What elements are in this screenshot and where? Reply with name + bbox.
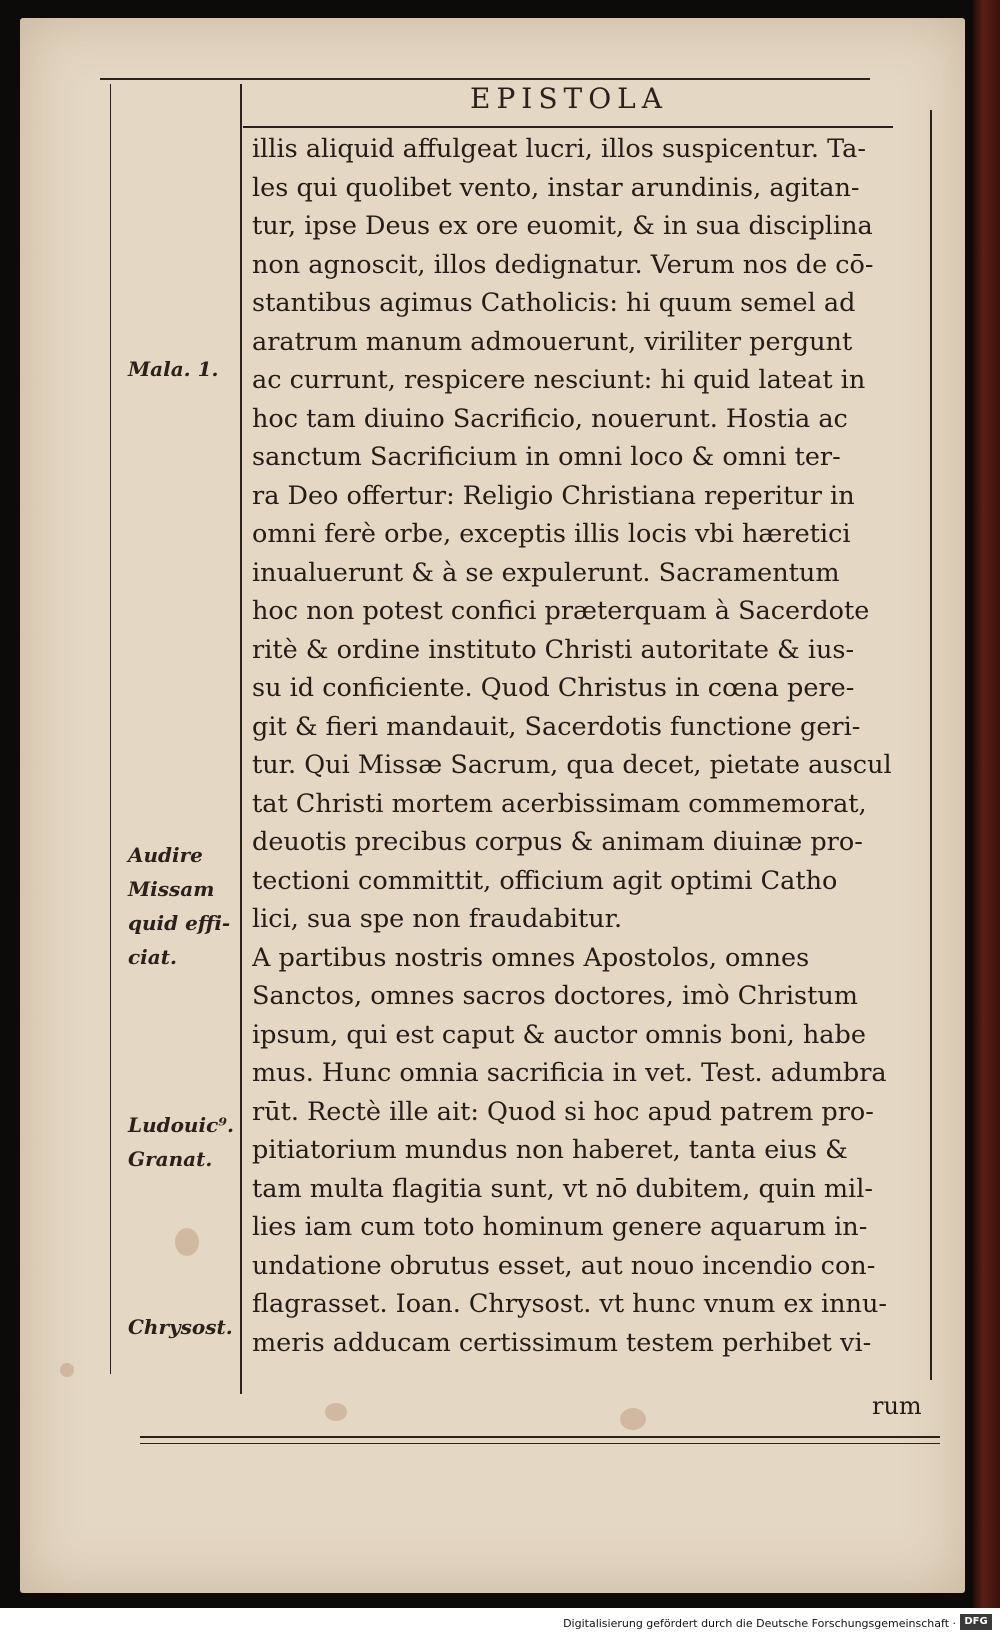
outer-margin-rule	[110, 84, 111, 1374]
margin-note-ludouic: Ludouic⁹. Granat.	[128, 1113, 234, 1171]
running-header: EPISTOLA	[470, 82, 668, 115]
text-line: flagrasset. Ioan. Chrysost. vt hunc vnum ex innu-	[252, 1289, 887, 1319]
text-line: sanctum Sacrificium in omni loco & omni ter-	[252, 442, 841, 472]
text-line: ac currunt, respicere nesciunt: hi quid lateat in	[252, 365, 866, 395]
text-line: tectioni committit, officium agit optimi Catho	[252, 865, 838, 896]
text-line: hoc non potest confici præterquam à Sacerdote	[252, 596, 870, 626]
text-line: ipsum, qui est caput & auctor omnis boni, habe	[252, 1019, 866, 1050]
stain	[325, 1403, 347, 1421]
text-line: hoc tam diuino Sacrificio, nouerunt. Hostia ac	[252, 403, 848, 434]
text-line: les qui quolibet vento, instar arundinis, agitan-	[252, 172, 860, 203]
bottom-rule	[140, 1436, 940, 1438]
text-line: ra Deo offertur: Religio Christiana reperitur in	[252, 480, 855, 511]
margin-note-chrysost: Chrysost.	[128, 1315, 233, 1339]
text-line: su id conficiente. Quod Christus in cœna pere-	[252, 673, 855, 703]
text-line: illis aliquid affulgeat lucri, illos suspicentur. Ta-	[252, 134, 866, 164]
catchword: rum	[872, 1392, 922, 1420]
text-line: tat Christi mortem acerbissimam commemorat,	[252, 788, 867, 819]
dfg-logo: DFG	[960, 1614, 992, 1630]
footer-credit: Digitalisierung gefördert durch die Deutsche Forschungsgemeinschaft ·	[563, 1617, 956, 1630]
text-line: non agnoscit, illos dedignatur. Verum nos de cō-	[252, 249, 874, 280]
text-line: tur. Qui Missæ Sacrum, qua decet, pietate auscul	[252, 750, 892, 780]
text-line: deuotis precibus corpus & animam diuinæ pro-	[252, 827, 863, 857]
text-line: tur, ipse Deus ex ore euomit, & in sua disciplina	[252, 211, 873, 241]
text-line: lici, sua spe non fraudabitur.	[252, 904, 623, 934]
margin-note-audire: Audire Missam quid effi- ciat.	[128, 843, 231, 969]
text-line: inualuerunt & à se expulerunt. Sacramentum	[252, 557, 840, 588]
inner-margin-rule	[240, 84, 242, 1394]
text-line: pitiatorium mundus non haberet, tanta eius &	[252, 1135, 848, 1165]
text-line: meris adducam certissimum testem perhibet vi-	[252, 1327, 872, 1358]
body-text	[252, 130, 937, 1362]
text-line: tam multa flagitia sunt, vt nō dubitem, quin mil-	[252, 1173, 873, 1204]
bottom-rule-2	[140, 1443, 940, 1444]
text-line: stantibus agimus Catholicis: hi quum semel ad	[252, 288, 856, 318]
text-line: lies iam cum toto hominum genere aquarum in-	[252, 1212, 868, 1242]
text-line: omni ferè orbe, exceptis illis locis vbi hæretici	[252, 519, 851, 549]
top-rule	[100, 78, 870, 80]
text-line: Sanctos, omnes sacros doctores, imò Christum	[252, 981, 858, 1011]
text-line: ritè & ordine instituto Christi autoritate & ius-	[252, 634, 855, 665]
stain	[620, 1408, 646, 1430]
header-rule	[243, 126, 893, 128]
text-line: rūt. Rectè ille ait: Quod si hoc apud patrem pro-	[252, 1096, 874, 1127]
book-edge	[972, 0, 1000, 1639]
stain	[175, 1228, 199, 1256]
text-line: A partibus nostris omnes Apostolos, omnes	[252, 942, 810, 973]
text-line: aratrum manum admouerunt, viriliter pergunt	[252, 326, 853, 357]
text-line: mus. Hunc omnia sacrificia in vet. Test. adumbra	[252, 1058, 887, 1088]
margin-note-mala: Mala. 1.	[128, 357, 219, 381]
text-line: git & fieri mandauit, Sacerdotis functione geri-	[252, 711, 861, 742]
text-line: undatione obrutus esset, aut nouo incendio con-	[252, 1250, 876, 1281]
stain	[60, 1363, 74, 1377]
